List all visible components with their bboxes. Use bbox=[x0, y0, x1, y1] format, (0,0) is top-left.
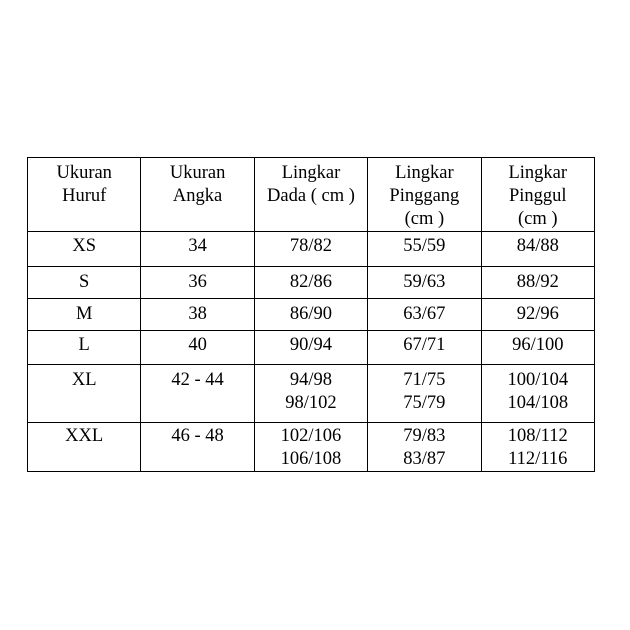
header-line: Pinggang bbox=[389, 186, 460, 206]
header-line: Angka bbox=[172, 186, 223, 206]
header-line: Lingkar bbox=[395, 163, 454, 183]
cell-lingkar-pinggul: 96/100 bbox=[481, 331, 594, 365]
cell-lingkar-pinggang: 55/59 bbox=[368, 232, 481, 267]
cell-ukuran-angka: 34 bbox=[141, 232, 254, 267]
header-line: Lingkar bbox=[508, 163, 568, 183]
header-lingkar-dada bbox=[254, 158, 367, 232]
cell-lingkar-pinggul: 84/88 bbox=[481, 232, 594, 267]
cell-value: 102/106 bbox=[280, 426, 342, 446]
table-row bbox=[28, 232, 595, 267]
cell-lingkar-dada bbox=[254, 423, 367, 472]
cell-ukuran-huruf: M bbox=[28, 299, 141, 331]
cell-value: 71/75 bbox=[403, 370, 446, 390]
table-row bbox=[28, 267, 595, 299]
cell-lingkar-pinggul bbox=[481, 365, 594, 423]
table-row bbox=[28, 299, 595, 331]
cell-ukuran-angka: 42 - 44 bbox=[141, 365, 254, 423]
cell-lingkar-pinggang: 59/63 bbox=[368, 267, 481, 299]
size-chart-table bbox=[27, 157, 595, 472]
header-line: Huruf bbox=[62, 186, 107, 206]
header-ukuran-angka bbox=[141, 158, 254, 232]
cell-value: 83/87 bbox=[403, 449, 446, 469]
cell-lingkar-pinggang: 67/71 bbox=[368, 331, 481, 365]
table-body bbox=[28, 232, 595, 472]
table-header bbox=[28, 158, 595, 232]
header-lingkar-pinggang bbox=[368, 158, 481, 232]
header-line: (cm ) bbox=[517, 209, 558, 229]
cell-lingkar-dada: 90/94 bbox=[254, 331, 367, 365]
header-line: Lingkar bbox=[281, 163, 341, 183]
cell-lingkar-dada: 82/86 bbox=[254, 267, 367, 299]
cell-ukuran-huruf: XL bbox=[28, 365, 141, 423]
cell-ukuran-angka: 40 bbox=[141, 331, 254, 365]
header-line: Pinggul bbox=[508, 186, 567, 206]
header-line: Ukuran bbox=[56, 163, 112, 183]
cell-ukuran-huruf: L bbox=[28, 331, 141, 365]
cell-lingkar-pinggang bbox=[368, 423, 481, 472]
cell-value: 112/116 bbox=[508, 449, 568, 469]
cell-value: 98/102 bbox=[285, 393, 337, 413]
header-line: (cm ) bbox=[404, 209, 445, 229]
header-line: Ukuran bbox=[169, 163, 226, 183]
table-row bbox=[28, 365, 595, 423]
cell-lingkar-pinggul: 88/92 bbox=[481, 267, 594, 299]
cell-ukuran-huruf: XS bbox=[28, 232, 141, 267]
cell-ukuran-angka: 36 bbox=[141, 267, 254, 299]
cell-lingkar-dada: 86/90 bbox=[254, 299, 367, 331]
cell-ukuran-angka: 46 - 48 bbox=[141, 423, 254, 472]
cell-ukuran-huruf: S bbox=[28, 267, 141, 299]
cell-lingkar-pinggang: 63/67 bbox=[368, 299, 481, 331]
cell-value: 100/104 bbox=[507, 370, 569, 390]
cell-lingkar-pinggul bbox=[481, 423, 594, 472]
cell-lingkar-dada bbox=[254, 365, 367, 423]
cell-ukuran-huruf: XXL bbox=[28, 423, 141, 472]
cell-value: 79/83 bbox=[403, 426, 446, 446]
header-row bbox=[28, 158, 595, 232]
table-row bbox=[28, 423, 595, 472]
cell-value: 106/108 bbox=[280, 449, 342, 469]
cell-value: 104/108 bbox=[507, 393, 569, 413]
cell-ukuran-angka: 38 bbox=[141, 299, 254, 331]
cell-value: 108/112 bbox=[507, 426, 568, 446]
header-lingkar-pinggul bbox=[481, 158, 594, 232]
cell-lingkar-pinggang bbox=[368, 365, 481, 423]
cell-lingkar-pinggul: 92/96 bbox=[481, 299, 594, 331]
cell-lingkar-dada: 78/82 bbox=[254, 232, 367, 267]
table-row bbox=[28, 331, 595, 365]
cell-value: 75/79 bbox=[403, 393, 446, 413]
cell-value: 94/98 bbox=[289, 370, 333, 390]
header-line: Dada ( cm ) bbox=[267, 186, 355, 206]
header-ukuran-huruf bbox=[28, 158, 141, 232]
